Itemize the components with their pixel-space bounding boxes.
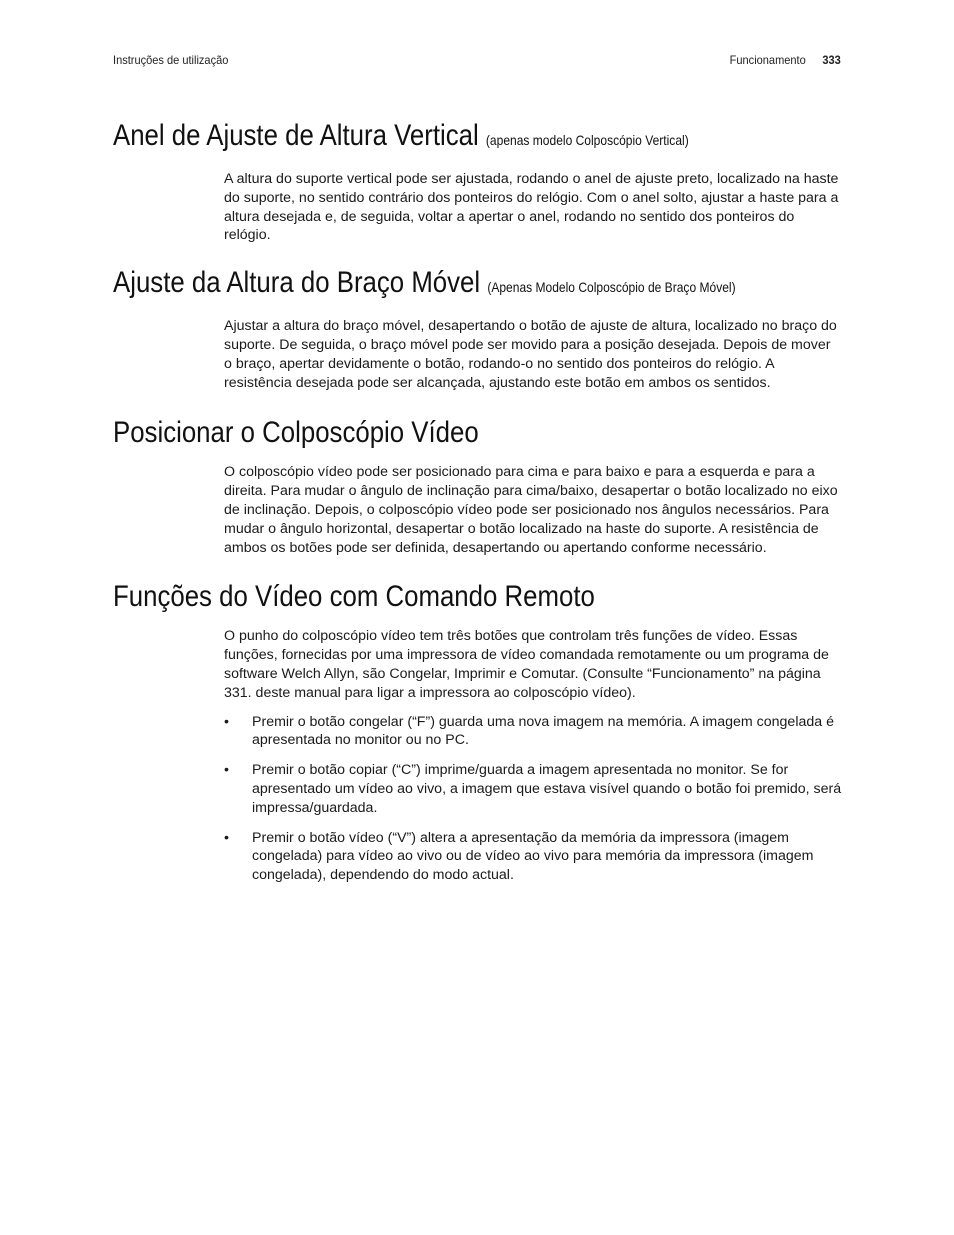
body-paragraph: O colposcópio vídeo pode ser posicionado para cima e para baixo e para a esquerda e para a direita. Para mudar o ângulo de inclinação para cima/baixo, desapertar o botão localizado no eixo de inclinação. Depois, o colposcópio vídeo pode ser posicionado nos ângulos necessários. Para mudar o ângulo horizontal, desapertar o botão localizado na haste do suporte. A resistência de ambos os botões pode ser definida, desapertando ou apertando conforme necessário. [224,464,838,556]
heading-subtitle: (Apenas Modelo Colposcópio de Braço Móvel) [487,279,736,296]
body-paragraph: Ajustar a altura do braço móvel, desapertando o botão de ajuste de altura, localizado no braço do suporte. De seguida, o braço móvel pode ser movido para a posição desejada. Depois de mover o braço, apertar devidamente o botão, rodando-o no sentido dos ponteiros do relógio. A resistência desejada pode ser alcançada, ajustando este botão em ambos os sentidos. [224,318,837,391]
heading-text: Anel de Ajuste de Altura Vertical [113,119,479,152]
list-item [224,713,842,751]
list-item [224,761,842,817]
section-body [224,627,842,885]
page-number: 333 [822,53,841,67]
bullet-list [224,713,842,885]
chapter-name: Funcionamento [729,53,807,67]
section-body [224,463,842,557]
section-vertical-height-ring [113,116,843,245]
heading-subtitle: (apenas modelo Colposcópio Vertical) [485,132,689,148]
section-heading [113,413,741,453]
section-positioning-video-colposcope [113,413,843,557]
section-heading [113,577,741,617]
page-content [113,116,843,896]
body-paragraph: A altura do suporte vertical pode ser ajustada, rodando o anel de ajuste preto, localizado na haste do suporte, no sentido contrário dos ponteiros do relógio. Com o anel solto, ajustar a haste para a altura desejada e, de seguida, voltar a apertar o anel, rodando no sentido dos ponteiros do relógio. [224,171,839,244]
document-title: Instruções de utilização [113,53,229,67]
bullet-dot: • [224,829,229,846]
list-item-text: Premir o botão copiar (“C”) imprime/guarda a imagem apresentada no monitor. Se for apresentado um vídeo ao vivo, a imagem que estava visível quando o botão foi premido, será impressa/guardada. [252,762,842,816]
list-item-text: Premir o botão congelar (“F”) guarda uma nova imagem na memória. A imagem congelada é apresentada no monitor ou no PC. [252,713,834,749]
list-item-text: Premir o botão vídeo (“V”) altera a apresentação da memória da impressora (imagem congelada) para vídeo ao vivo ou de vídeo ao vivo para memória da impressora (imagem congelada), dependendo do modo actual. [252,829,814,884]
section-mobile-arm-height [113,263,843,392]
section-heading [113,116,741,160]
section-body [224,170,842,245]
bullet-dot: • [224,713,229,730]
heading-text: Funções do Vídeo com Comando Remoto [113,580,595,614]
section-remote-video-functions [113,577,843,885]
bullet-dot: • [224,762,229,779]
section-body [224,317,842,392]
section-heading [113,263,741,307]
heading-text: Ajuste da Altura do Braço Móvel [113,266,481,300]
heading-text: Posicionar o Colposcópio Vídeo [113,416,479,450]
body-paragraph: O punho do colposcópio vídeo tem três botões que controlam três funções de vídeo. Essas funções, fornecidas por uma impressora de vídeo comandada remotamente ou um programa de software Welch Allyn, são Congelar, Imprimir e Comutar. (Consulte “Funcionamento” na página 331. deste manual para ligar a impressora ao colposcópio vídeo). [224,628,829,701]
header-section-info [730,53,841,67]
list-item [224,829,842,885]
